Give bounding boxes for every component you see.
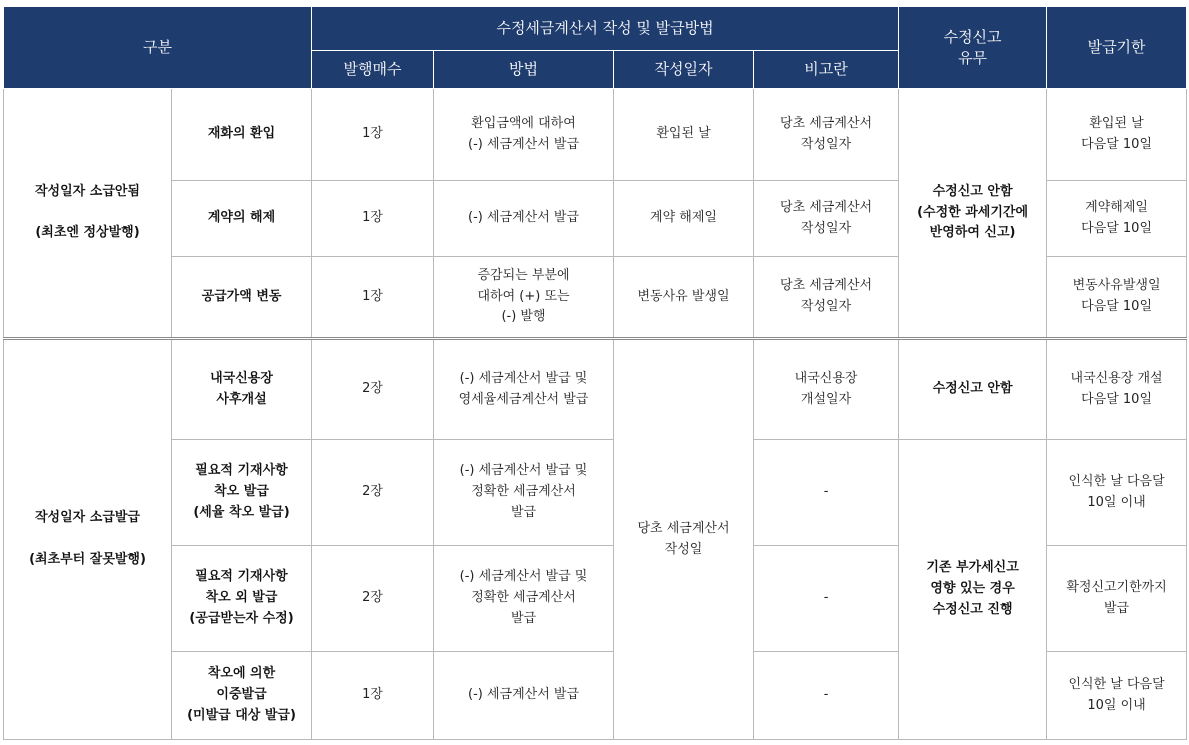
- item-cell: 필요적 기재사항 착오 외 발급 (공급받는자 수정): [172, 546, 312, 652]
- item-cell: 공급가액 변동: [172, 257, 312, 339]
- method-cell: (-) 세금계산서 발급 및 정확한 세금계산서 발급: [434, 440, 614, 546]
- date-cell: 환입된 날: [614, 89, 754, 181]
- count-cell: 1장: [312, 181, 434, 257]
- date-cell: 계약 해제일: [614, 181, 754, 257]
- remarks-cell: 당초 세금계산서 작성일자: [754, 181, 899, 257]
- count-cell: 1장: [312, 89, 434, 181]
- header-count: 발행매수: [312, 51, 434, 89]
- amended-tax-invoice-table: [3, 6, 1187, 740]
- method-cell: 증감되는 부분에 대하여 (+) 또는 (-) 발행: [434, 257, 614, 339]
- deadline-cell: 확정신고기한까지 발급: [1047, 546, 1187, 652]
- header-method: 방법: [434, 51, 614, 89]
- item-cell: 착오에 의한 이중발급 (미발급 대상 발급): [172, 652, 312, 740]
- group-label: 작성일자 소급안됨 (최초엔 정상발행): [4, 89, 172, 339]
- item-cell: 계약의 해제: [172, 181, 312, 257]
- remarks-cell: -: [754, 546, 899, 652]
- date-cell-shared: 당초 세금계산서 작성일: [614, 339, 754, 740]
- method-cell: (-) 세금계산서 발급 및 정확한 세금계산서 발급: [434, 546, 614, 652]
- amend-report-cell: 수정신고 안함 (수정한 과세기간에 반영하여 신고): [899, 89, 1047, 339]
- item-cell: 필요적 기재사항 착오 발급 (세율 착오 발급): [172, 440, 312, 546]
- deadline-cell: 변동사유발생일 다음달 10일: [1047, 257, 1187, 339]
- item-cell: 내국신용장 사후개설: [172, 339, 312, 440]
- remarks-cell: -: [754, 440, 899, 546]
- method-cell: (-) 세금계산서 발급: [434, 652, 614, 740]
- item-cell: 재화의 환입: [172, 89, 312, 181]
- method-cell: (-) 세금계산서 발급: [434, 181, 614, 257]
- amend-report-cell: 기존 부가세신고 영향 있는 경우 수정신고 진행: [899, 440, 1047, 740]
- header-date: 작성일자: [614, 51, 754, 89]
- header-remarks: 비고란: [754, 51, 899, 89]
- remarks-cell: 내국신용장 개설일자: [754, 339, 899, 440]
- deadline-cell: 인식한 날 다음달 10일 이내: [1047, 652, 1187, 740]
- amend-report-cell: 수정신고 안함: [899, 339, 1047, 440]
- deadline-cell: 환입된 날 다음달 10일: [1047, 89, 1187, 181]
- remarks-cell: 당초 세금계산서 작성일자: [754, 89, 899, 181]
- count-cell: 1장: [312, 257, 434, 339]
- remarks-cell: 당초 세금계산서 작성일자: [754, 257, 899, 339]
- remarks-cell: -: [754, 652, 899, 740]
- header-method-group: 수정세금계산서 작성 및 발급방법: [312, 7, 899, 51]
- date-cell: 변동사유 발생일: [614, 257, 754, 339]
- header-category: 구분: [4, 7, 312, 89]
- table-row: [4, 89, 1187, 181]
- count-cell: 2장: [312, 546, 434, 652]
- group-label: 작성일자 소급발급 (최초부터 잘못발행): [4, 339, 172, 740]
- deadline-cell: 계약해제일 다음달 10일: [1047, 181, 1187, 257]
- count-cell: 2장: [312, 440, 434, 546]
- deadline-cell: 인식한 날 다음달 10일 이내: [1047, 440, 1187, 546]
- table-row: [4, 339, 1187, 440]
- method-cell: (-) 세금계산서 발급 및 영세율세금계산서 발급: [434, 339, 614, 440]
- deadline-cell: 내국신용장 개설 다음달 10일: [1047, 339, 1187, 440]
- table-row: [4, 440, 1187, 546]
- header-deadline: 발급기한: [1047, 7, 1187, 89]
- method-cell: 환입금액에 대하여 (-) 세금계산서 발급: [434, 89, 614, 181]
- header-amend-report: 수정신고 유무: [899, 7, 1047, 89]
- count-cell: 2장: [312, 339, 434, 440]
- count-cell: 1장: [312, 652, 434, 740]
